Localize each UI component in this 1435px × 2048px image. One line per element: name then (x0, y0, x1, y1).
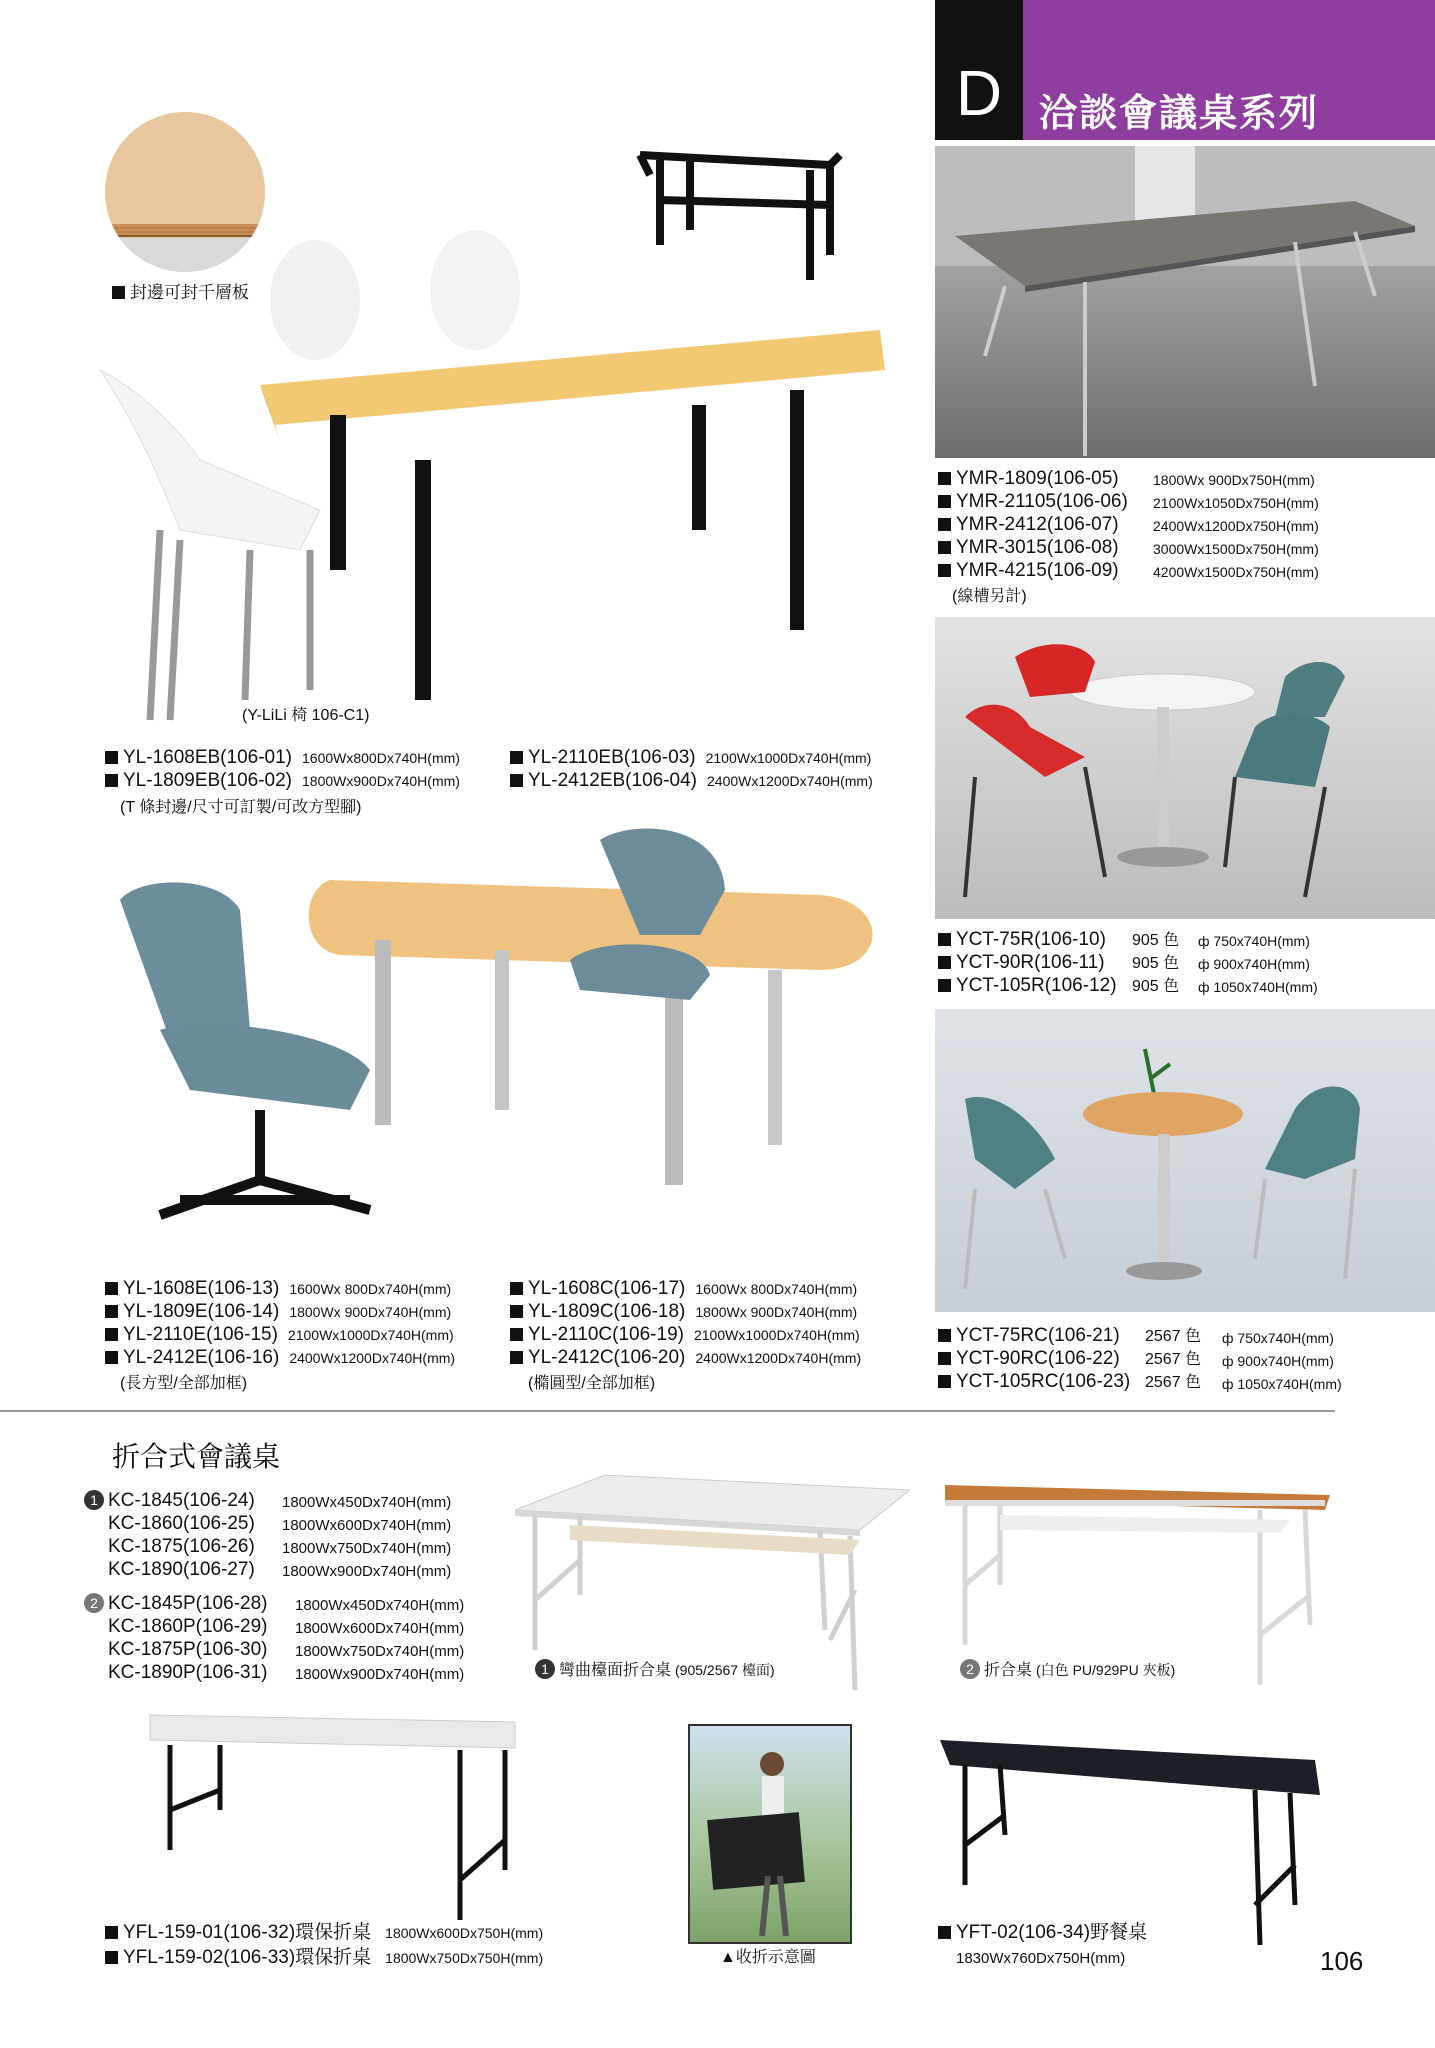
yct-rc-dim-3: ф 1050x740H(mm) (1222, 1376, 1342, 1392)
yl-c-row-2: YL-1809C(106-18) 1800Wx 900Dx740H(mm) (510, 1300, 857, 1324)
section-letter: D (955, 57, 1003, 129)
fold-demo-caption: ▲收折示意圖 (720, 1949, 816, 1966)
ymr-row-4: YMR-3015(106-08) (938, 536, 1119, 559)
section-divider (0, 1410, 1335, 1412)
kc-group2-row-1: 2 KC-1845P(106-28) (84, 1592, 267, 1615)
yl-e-row-4: YL-2412E(106-16) 2400Wx1200Dx740H(mm) (105, 1346, 455, 1370)
yfl-row-1: YFL-159-01(106-32)環保折桌 1800Wx600Dx750H(mm) (105, 1921, 543, 1945)
kc-group2-row-3: KC-1875P(106-30) (108, 1639, 268, 1660)
kc-group2-row-4: KC-1890P(106-31) (108, 1662, 268, 1683)
yct-rc-color-1: 2567 色 (1145, 1328, 1202, 1345)
ymr-note: (線槽另計) (952, 588, 1027, 605)
kc-group2-dim-1: 1800Wx450Dx740H(mm) (295, 1597, 465, 1614)
yct-r-color-1: 905 色 (1132, 932, 1180, 949)
ymr-dim-3: 2400Wx1200Dx750H(mm) (1153, 518, 1319, 534)
section-title: 洽談會議桌系列 (1039, 93, 1320, 135)
yct-r-row-2: YCT-90R(106-11) (938, 951, 1105, 974)
kc-group1-row-1: 1 KC-1845(106-24) (84, 1489, 255, 1512)
folding-section-title: 折合式會議桌 (112, 1441, 281, 1472)
chair-label: (Y-LiLi 椅 106-C1) (242, 707, 370, 724)
yct-rc-dim-1: ф 750x740H(mm) (1222, 1330, 1334, 1346)
ymr-table-photo (935, 146, 1435, 458)
ymr-row-2: YMR-21105(106-06) (938, 490, 1128, 513)
kc-group1-row-2: KC-1860(106-25) (108, 1513, 255, 1534)
yct-rc-row-1: YCT-75RC(106-21) (938, 1324, 1120, 1347)
yft-row-model: YFT-02(106-34)野餐桌 (938, 1921, 1147, 1944)
ymr-row-1: YMR-1809(106-05) (938, 467, 1119, 490)
ymr-dim-4: 3000Wx1500Dx750H(mm) (1153, 541, 1319, 557)
yl-c-row-4: YL-2412C(106-20) 2400Wx1200Dx740H(mm) (510, 1346, 861, 1370)
yct-r-dim-3: ф 1050x740H(mm) (1198, 979, 1318, 995)
yct-r-color-2: 905 色 (1132, 955, 1180, 972)
ymr-dim-5: 4200Wx1500Dx750H(mm) (1153, 564, 1319, 580)
yl-e-row-1: YL-1608E(106-13) 1600Wx 800Dx740H(mm) (105, 1277, 451, 1301)
kc-group1-row-4: KC-1890(106-27) (108, 1559, 255, 1580)
caption-curved-table: 1 彎曲檯面折合桌 (905/2567 檯面) (535, 1659, 775, 1682)
kc-group2-dim-4: 1800Wx900Dx740H(mm) (295, 1666, 465, 1683)
yct-rc-dim-2: ф 900x740H(mm) (1222, 1353, 1334, 1369)
kc-group2-dim-2: 1800Wx600Dx740H(mm) (295, 1620, 465, 1637)
yl-eb-table-image (80, 230, 900, 740)
yl-c-row-3: YL-2110C(106-19) 2100Wx1000Dx740H(mm) (510, 1323, 860, 1347)
yct-rc-color-3: 2567 色 (1145, 1374, 1202, 1391)
section-header (935, 0, 1435, 140)
yct-rc-row-3: YCT-105RC(106-23) (938, 1370, 1130, 1393)
yct-r-photo (935, 617, 1435, 919)
yl-c-note: (橢圓型/全部加框) (528, 1375, 656, 1392)
yl-eb-row-4: YL-2412EB(106-04) 2400Wx1200Dx740H(mm) (510, 769, 873, 793)
kc-group1-dim-1: 1800Wx450Dx740H(mm) (282, 1494, 452, 1511)
yct-rc-color-2: 2567 色 (1145, 1351, 1202, 1368)
kc-group1-dim-2: 1800Wx600Dx740H(mm) (282, 1517, 452, 1534)
yl-eb-row-3: YL-2110EB(106-03) 2100Wx1000Dx740H(mm) (510, 746, 871, 770)
yct-rc-photo (935, 1009, 1435, 1312)
kc-group1-row-3: KC-1875(106-26) (108, 1536, 255, 1557)
kc-group2-dim-3: 1800Wx750Dx740H(mm) (295, 1643, 465, 1660)
ymr-row-3: YMR-2412(106-07) (938, 513, 1119, 536)
ymr-dim-1: 1800Wx 900Dx750H(mm) (1153, 472, 1315, 488)
kc-group1-dim-4: 1800Wx900Dx740H(mm) (282, 1563, 452, 1580)
yl-oval-table-image (100, 820, 890, 1240)
ymr-row-5: YMR-4215(106-09) (938, 559, 1119, 582)
yct-r-row-1: YCT-75R(106-10) (938, 928, 1106, 951)
caption-plain-table: 2 折合桌 (白色 PU/929PU 夾板) (960, 1659, 1175, 1682)
yl-e-row-3: YL-2110E(106-15) 2100Wx1000Dx740H(mm) (105, 1323, 454, 1347)
page-number: 106 (1320, 1946, 1364, 1976)
yfl-row-2: YFL-159-02(106-33)環保折桌 1800Wx750Dx750H(mm) (105, 1946, 543, 1970)
yct-r-dim-1: ф 750x740H(mm) (1198, 933, 1310, 949)
yl-eb-row-1: YL-1608EB(106-01) 1600Wx800Dx740H(mm) (105, 746, 460, 770)
kc-group1-dim-3: 1800Wx750Dx740H(mm) (282, 1540, 452, 1557)
yl-eb-note: (T 條封邊/尺寸可訂製/可改方型腳) (120, 799, 362, 816)
yfl-folding-table-image (140, 1710, 520, 1930)
yct-r-row-3: YCT-105R(106-12) (938, 974, 1117, 997)
yft-row-dim: 1830Wx760Dx750H(mm) (956, 1950, 1126, 1967)
yl-e-row-2: YL-1809E(106-14) 1800Wx 900Dx740H(mm) (105, 1300, 451, 1324)
yct-r-dim-2: ф 900x740H(mm) (1198, 956, 1310, 972)
kc-group2-row-2: KC-1860P(106-29) (108, 1616, 268, 1637)
yl-c-row-1: YL-1608C(106-17) 1600Wx 800Dx740H(mm) (510, 1277, 857, 1301)
ymr-dim-2: 2100Wx1050Dx750H(mm) (1153, 495, 1319, 511)
yct-r-color-3: 905 色 (1132, 978, 1180, 995)
yct-rc-row-2: YCT-90RC(106-22) (938, 1347, 1120, 1370)
yl-eb-row-2: YL-1809EB(106-02) 1800Wx900Dx740H(mm) (105, 769, 460, 793)
edge-sample-label: 封邊可封千層板 (112, 281, 249, 304)
yl-e-note: (長方型/全部加框) (120, 1375, 248, 1392)
fold-demo-photo (688, 1724, 852, 1944)
